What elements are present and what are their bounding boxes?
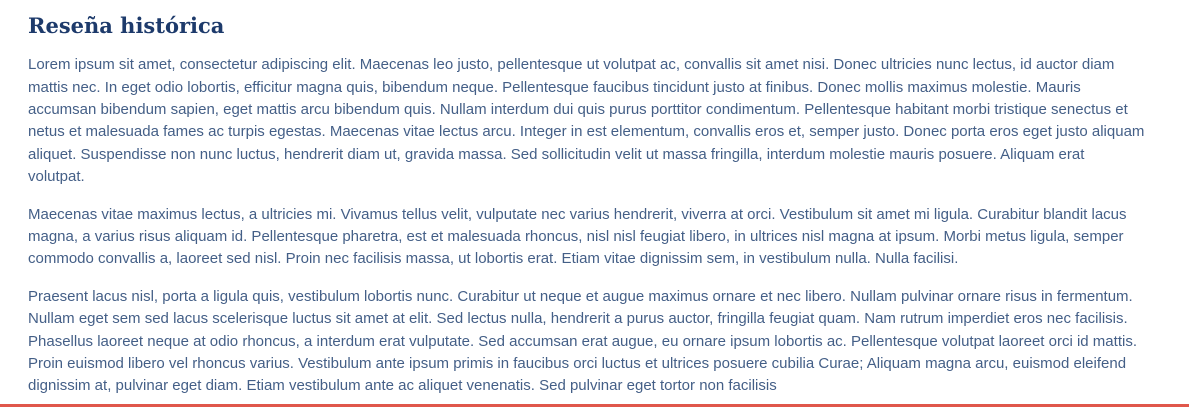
- section-title: [28, 13, 1145, 38]
- paragraph-1: Lorem ipsum sit amet, consectetur adipiscing elit. Maecenas leo justo, pellentesque ut volutpat ac, convallis sit amet nisi. Donec ultricies nunc lectus, id auctor diam mattis nec. In eget odio lobortis, efficitur magna quis, bibendum neque. Pellentesque faucibus tincidunt justo at finibus. Donec mollis maximus molestie. Mauris accumsan bibendum sapien, eget mattis arcu bibendum quis. Nullam interdum dui quis purus porttitor condimentum. Pellentesque habitant morbi tristique senectus et netus et malesuada fames ac turpis egestas. Maecenas vitae lectus arcu. Integer in est elementum, convallis eros et, semper justo. Donec porta eros eget justo aliquam aliquet. Suspendisse non nunc luctus, hendrerit diam ut, gravida massa. Sed sollicitudin velit ut massa fringilla, interdum molestie mauris posuere. Aliquam erat volutpat.: [28, 56, 1145, 186]
- footer-divider: [0, 404, 1189, 407]
- paragraph-3: Praesent lacus nisl, porta a ligula quis, vestibulum lobortis nunc. Curabitur ut neque et augue maximus ornare et nec libero. Nullam pulvinar ornare risus in fermentum. Nullam eget sem sed lacus scelerisque luctus sit amet at elit. Sed lectus nulla, hendrerit a purus auctor, fringilla feugiat quam. Nam rutrum imperdiet eros nec facilisis. Phasellus laoreet neque at odio rhoncus, a interdum erat vulputate. Sed accumsan erat augue, eu ornare ipsum lobortis ac. Pellentesque volutpat laoreet orci id mattis. Proin euismod libero vel rhoncus varius. Vestibulum ante ipsum primis in faucibus orci luctus et ultrices posuere cubilia Curae; Aliquam magna arcu, euismod eleifend dignissim at, pulvinar eget diam. Etiam vestibulum ante ac aliquet venenatis. Sed pulvinar eget tortor non facilisis: [28, 287, 1137, 395]
- section-title-text: Reseña histórica: [28, 13, 225, 38]
- paragraph-2: Maecenas vitae maximus lectus, a ultricies mi. Vivamus tellus velit, vulputate nec varius hendrerit, viverra at orci. Vestibulum sit amet mi ligula. Curabitur blandit lacus magna, a varius risus aliquam id. Pellentesque pharetra, est et malesuada rhoncus, nisl nisl feugiat libero, in ultrices nisl magna at ipsum. Morbi metus ligula, semper commodo convallis a, laoreet sed nisl. Proin nec facilisis massa, ut lobortis erat. Etiam vitae dignissim sem, in vestibulum nulla. Nulla facilisi.: [28, 205, 1127, 268]
